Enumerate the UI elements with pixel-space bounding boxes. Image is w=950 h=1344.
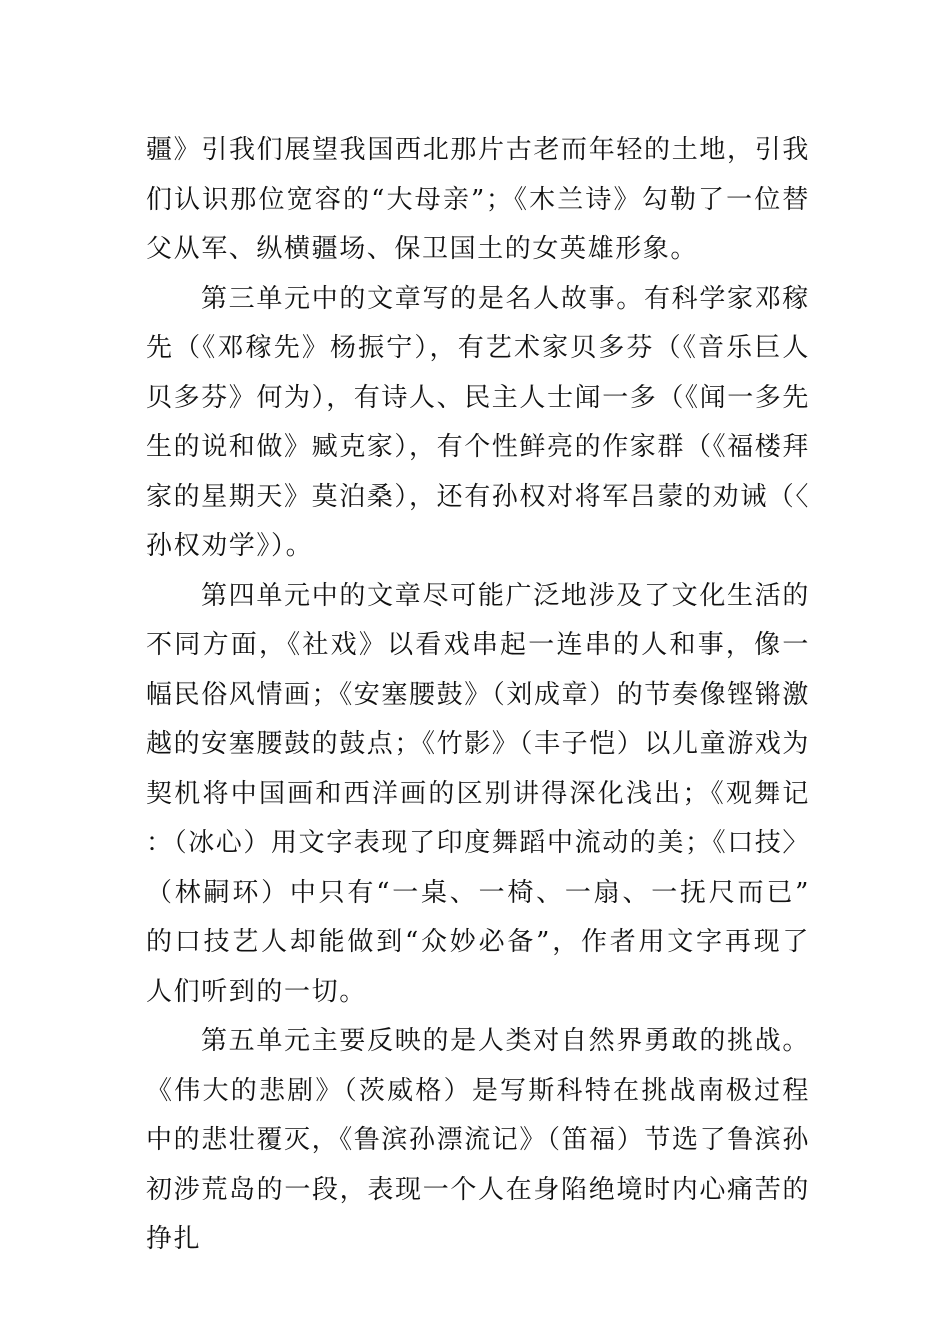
document-body [146, 126, 810, 1265]
paragraph-continuation: 疆》引我们展望我国西北那片古老而年轻的土地，引我们认识那位宽容的“大母亲”；《木兰诗》勾勒了一位替父从军、纵横疆场、保卫国土的女英雄形象。 [146, 135, 810, 264]
paragraph-unit-four: 第四单元中的文章尽可能广泛地涉及了文化生活的不同方面，《社戏》以看戏串起一连串的人和事，像一幅民俗风情画；《安塞腰鼓》（刘成章）的节奏像铿锵激越的安塞腰鼓的鼓点；《竹影》（丰子恺）以儿童游戏为契机将中国画和西洋画的区别讲得深化浅出；《观舞记：（冰心）用文字表现了印度舞蹈中流动的美；《口技〉（林嗣环）中只有“一桌、一椅、一扇、一抚尺而已”的口技艺人却能做到“众妙必备”，作者用文字再现了人们听到的一切。 [146, 580, 811, 1007]
paragraph-unit-five: 第五单元主要反映的是人类对自然界勇敢的挑战。《伟大的悲剧》（茨威格）是写斯科特在挑战南极过程中的悲壮覆灭，《鲁滨孙漂流记》（笛福）节选了鲁滨孙初涉荒岛的一段，表现一个人在身陷绝境时内心痛苦的挣扎 [146, 1026, 811, 1254]
paragraph-unit-three: 第三单元中的文章写的是名人故事。有科学家邓稼先（《邓稼先》杨振宁），有艺术家贝多芬（《音乐巨人贝多芬》何为），有诗人、民主人士闻一多（《闻一多先生的说和做》臧克家），有个性鲜亮的作家群（《福楼拜家的星期天》莫泊桑），还有孙权对将军吕蒙的劝诫（〈孙权劝学》）。 [146, 283, 811, 561]
